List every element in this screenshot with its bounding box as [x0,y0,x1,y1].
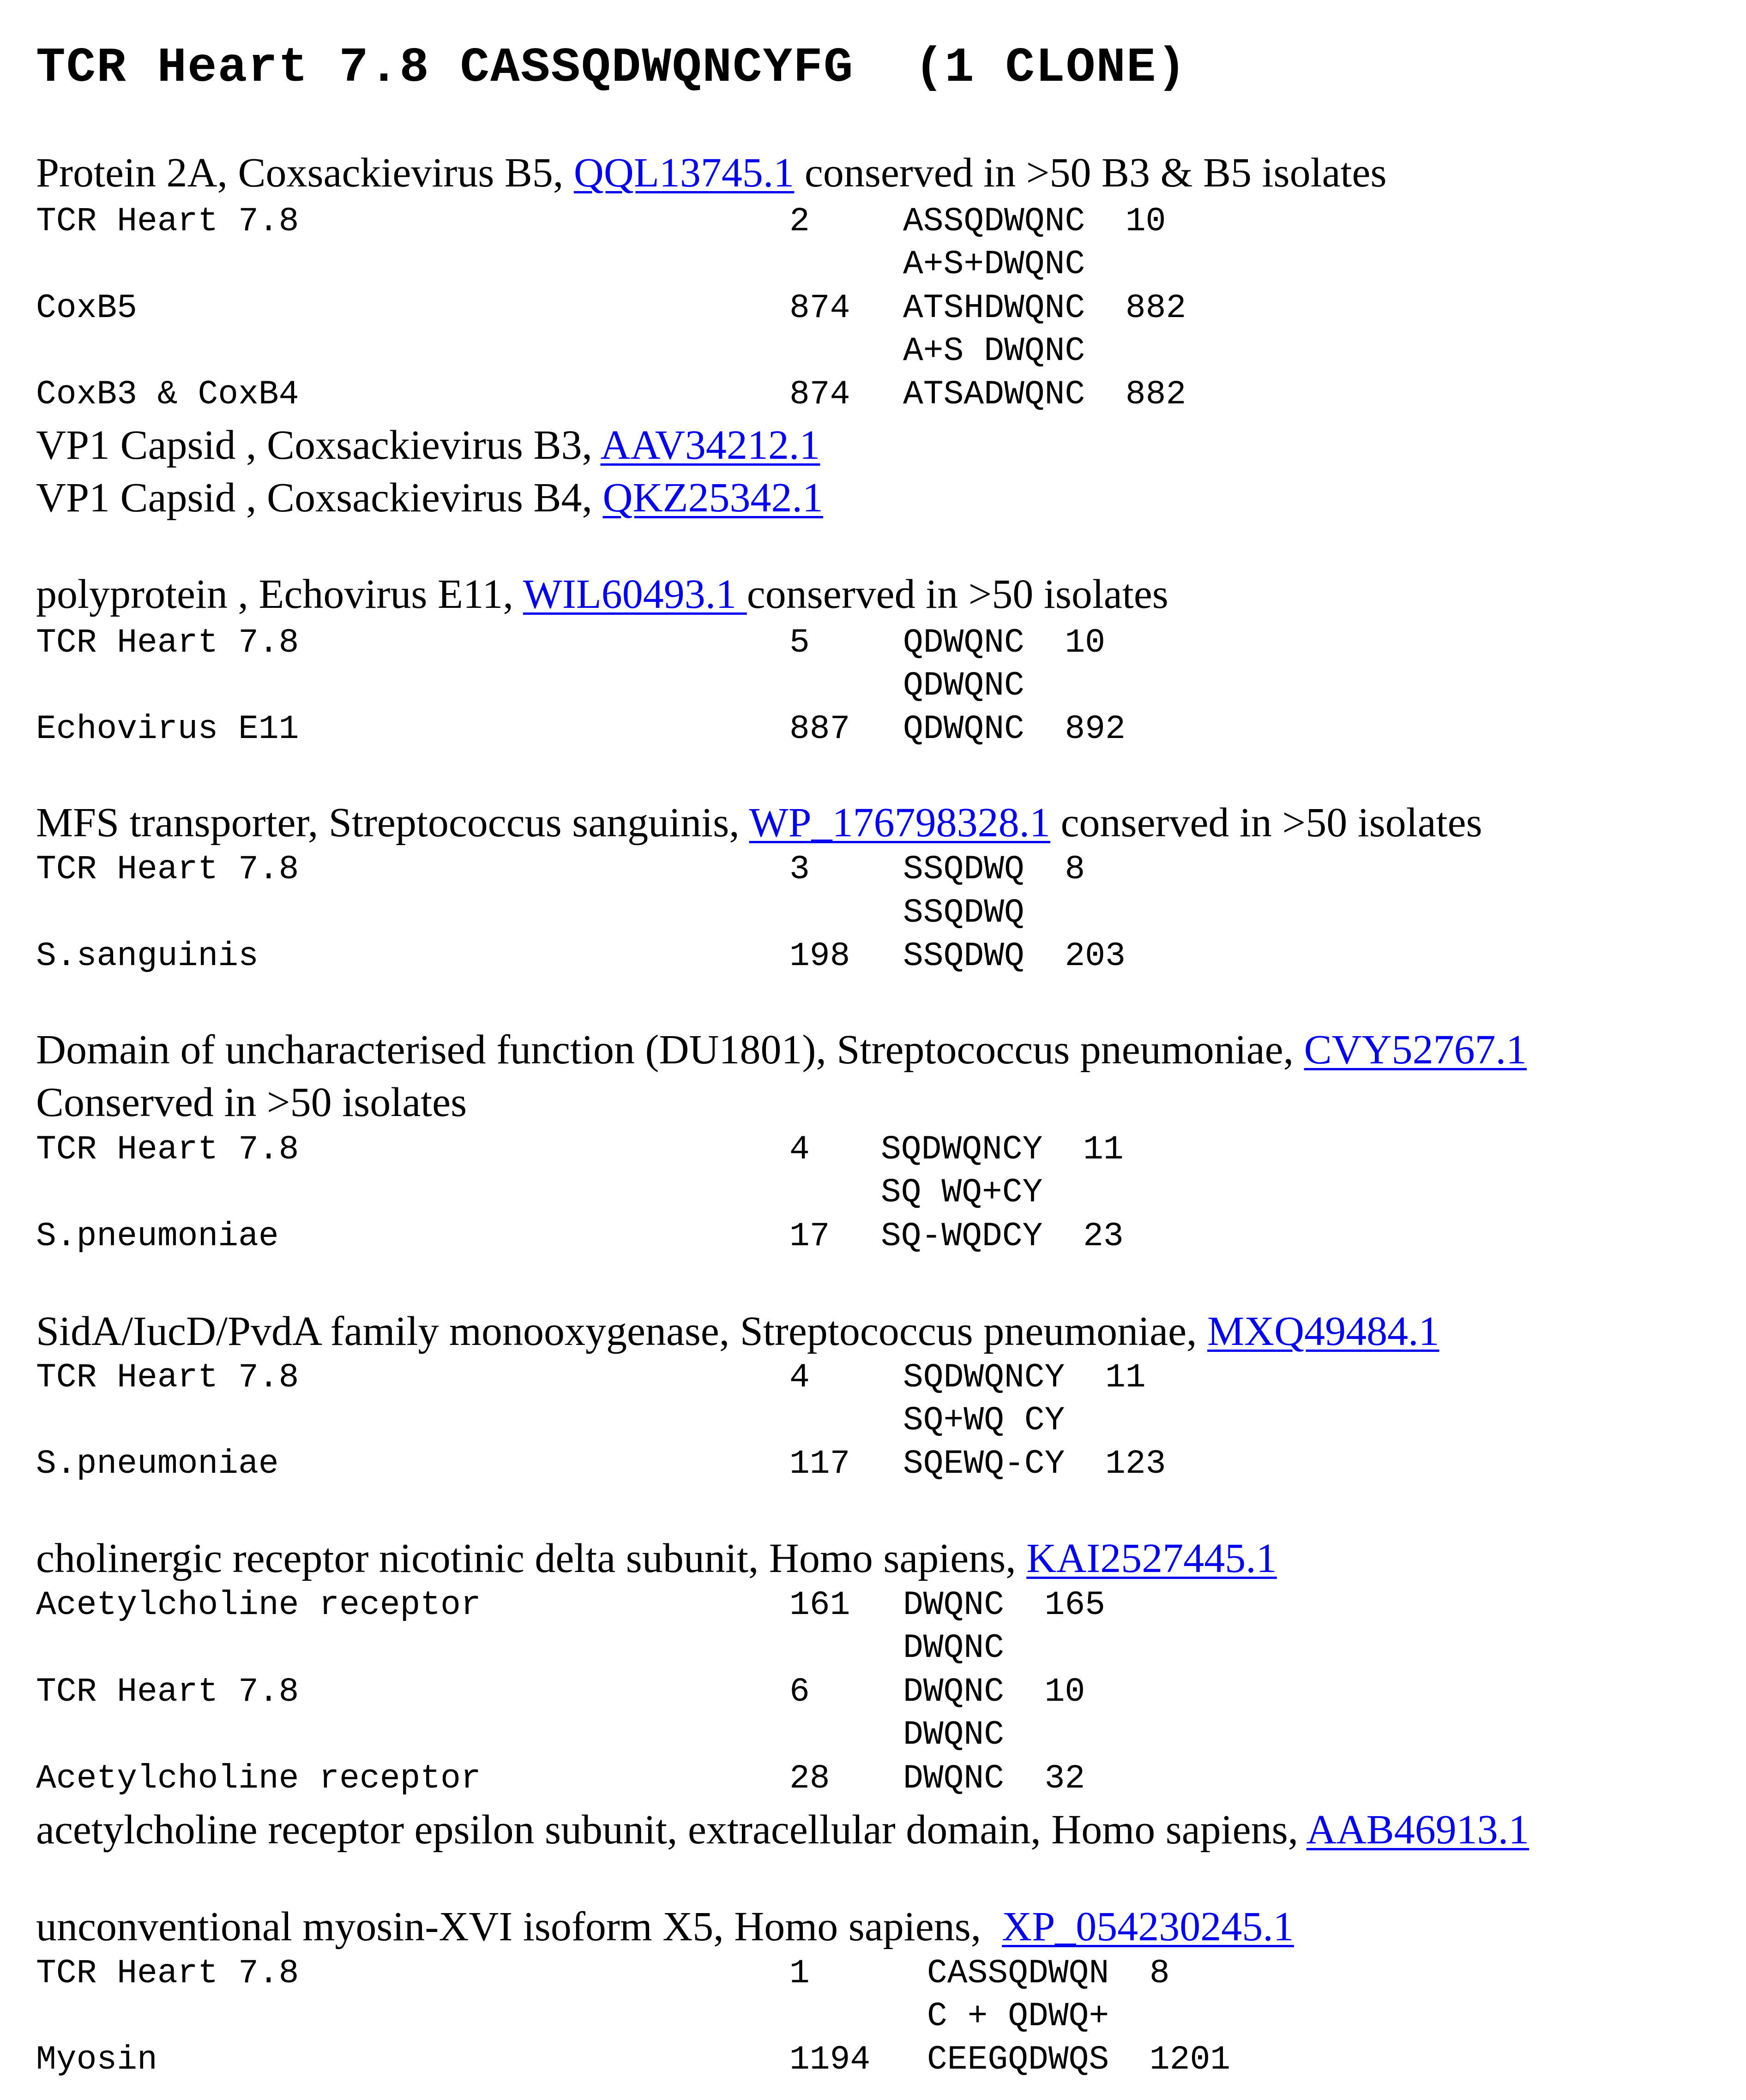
alignment-row: S.sanguinis 198 SSQDWQ 203 [36,937,1126,975]
alignment-row: TCR Heart 7.8 5 QDWQNC 10 [36,624,1106,662]
alignment-row: CoxB5 874 ATSHDWQNC 882 [36,289,1186,327]
alignment-row: TCR Heart 7.8 4 SQDWQNCY 11 [36,1358,1146,1397]
accession-link[interactable]: QQL13745.1 [573,150,795,196]
alignment-match-row: DWQNC [903,1716,1005,1754]
alignment-row: TCR Heart 7.8 1 CASSQDWQN 8 [36,1954,1170,1992]
accession-link[interactable]: AAB46913.1 [1306,1807,1529,1853]
accession-link[interactable]: AAV34212.1 [600,422,820,468]
alignment-row: TCR Heart 7.8 3 SSQDWQ 8 [36,850,1085,888]
section-heading: MFS transporter, Streptococcus sanguinis, WP_176798328.1 conserved in >50 isolates [36,800,1482,846]
section-heading: Protein 2A, Coxsackievirus B5, QQL13745.1 conserved in >50 B3 & B5 isolates [36,150,1387,196]
alignment-match-row: A+S DWQNC [903,332,1085,370]
alignment-match-row: A+S+DWQNC [903,245,1085,283]
alignment-row: TCR Heart 7.8 6 DWQNC 10 [36,1673,1085,1711]
accession-link[interactable]: XP_054230245.1 [1002,1904,1294,1950]
alignment-row: TCR Heart 7.8 4 SQDWQNCY 11 [36,1130,1124,1169]
alignment-match-row: DWQNC [903,1629,1005,1667]
alignment-row: CoxB3 & CoxB4 874 ATSADWQNC 882 [36,375,1186,414]
alignment-match-row: QDWQNC [903,666,1024,705]
alignment-match-row: SSQDWQ [903,894,1024,932]
alignment-match-row: C + QDWQ+ [927,1997,1109,2035]
alignment-row: Acetylcholine receptor 161 DWQNC 165 [36,1586,1106,1624]
accession-link[interactable]: WIL60493.1 [523,571,747,617]
alignment-row: S.pneumoniae 17 SQ-WQDCY 23 [36,1217,1124,1255]
alignment-row: Echovirus E11 887 QDWQNC 892 [36,710,1126,748]
alignment-match-row: SQ WQ+CY [881,1173,1043,1212]
section-heading: Domain of uncharacterised function (DU1801), Streptococcus pneumoniae, CVY52767.1 [36,1027,1527,1073]
section-heading: VP1 Capsid , Coxsackievirus B3, AAV34212.1 [36,422,820,468]
page-title: TCR Heart 7.8 CASSQDWQNCYFG (1 CLONE) [36,40,1187,96]
alignment-row: Acetylcholine receptor 28 DWQNC 32 [36,1759,1085,1798]
accession-link[interactable]: WP_176798328.1 [749,800,1051,846]
section-heading: VP1 Capsid , Coxsackievirus B4, QKZ25342.1 [36,475,823,521]
section-subheading: Conserved in >50 isolates [36,1080,467,1125]
section-heading: polyprotein , Echovirus E11, WIL60493.1 conserved in >50 isolates [36,571,1168,617]
accession-link[interactable]: MXQ49484.1 [1207,1308,1439,1354]
alignment-row: S.pneumoniae 117 SQEWQ-CY 123 [36,1445,1166,1483]
accession-link[interactable]: QKZ25342.1 [602,475,823,521]
accession-link[interactable]: KAI2527445.1 [1026,1536,1277,1581]
alignment-match-row: SQ+WQ CY [903,1401,1065,1440]
section-heading: acetylcholine receptor epsilon subunit, extracellular domain, Homo sapiens, AAB46913.1 [36,1807,1529,1853]
accession-link[interactable]: CVY52767.1 [1304,1027,1527,1073]
section-heading: cholinergic receptor nicotinic delta subunit, Homo sapiens, KAI2527445.1 [36,1536,1277,1581]
section-heading: SidA/IucD/PvdA family monooxygenase, Streptococcus pneumoniae, MXQ49484.1 [36,1308,1439,1354]
section-heading: unconventional myosin-XVI isoform X5, Homo sapiens, XP_054230245.1 [36,1904,1294,1950]
alignment-row: Myosin 1194 CEEGQDWQS 1201 [36,2040,1231,2079]
alignment-row: TCR Heart 7.8 2 ASSQDWQNC 10 [36,202,1166,240]
